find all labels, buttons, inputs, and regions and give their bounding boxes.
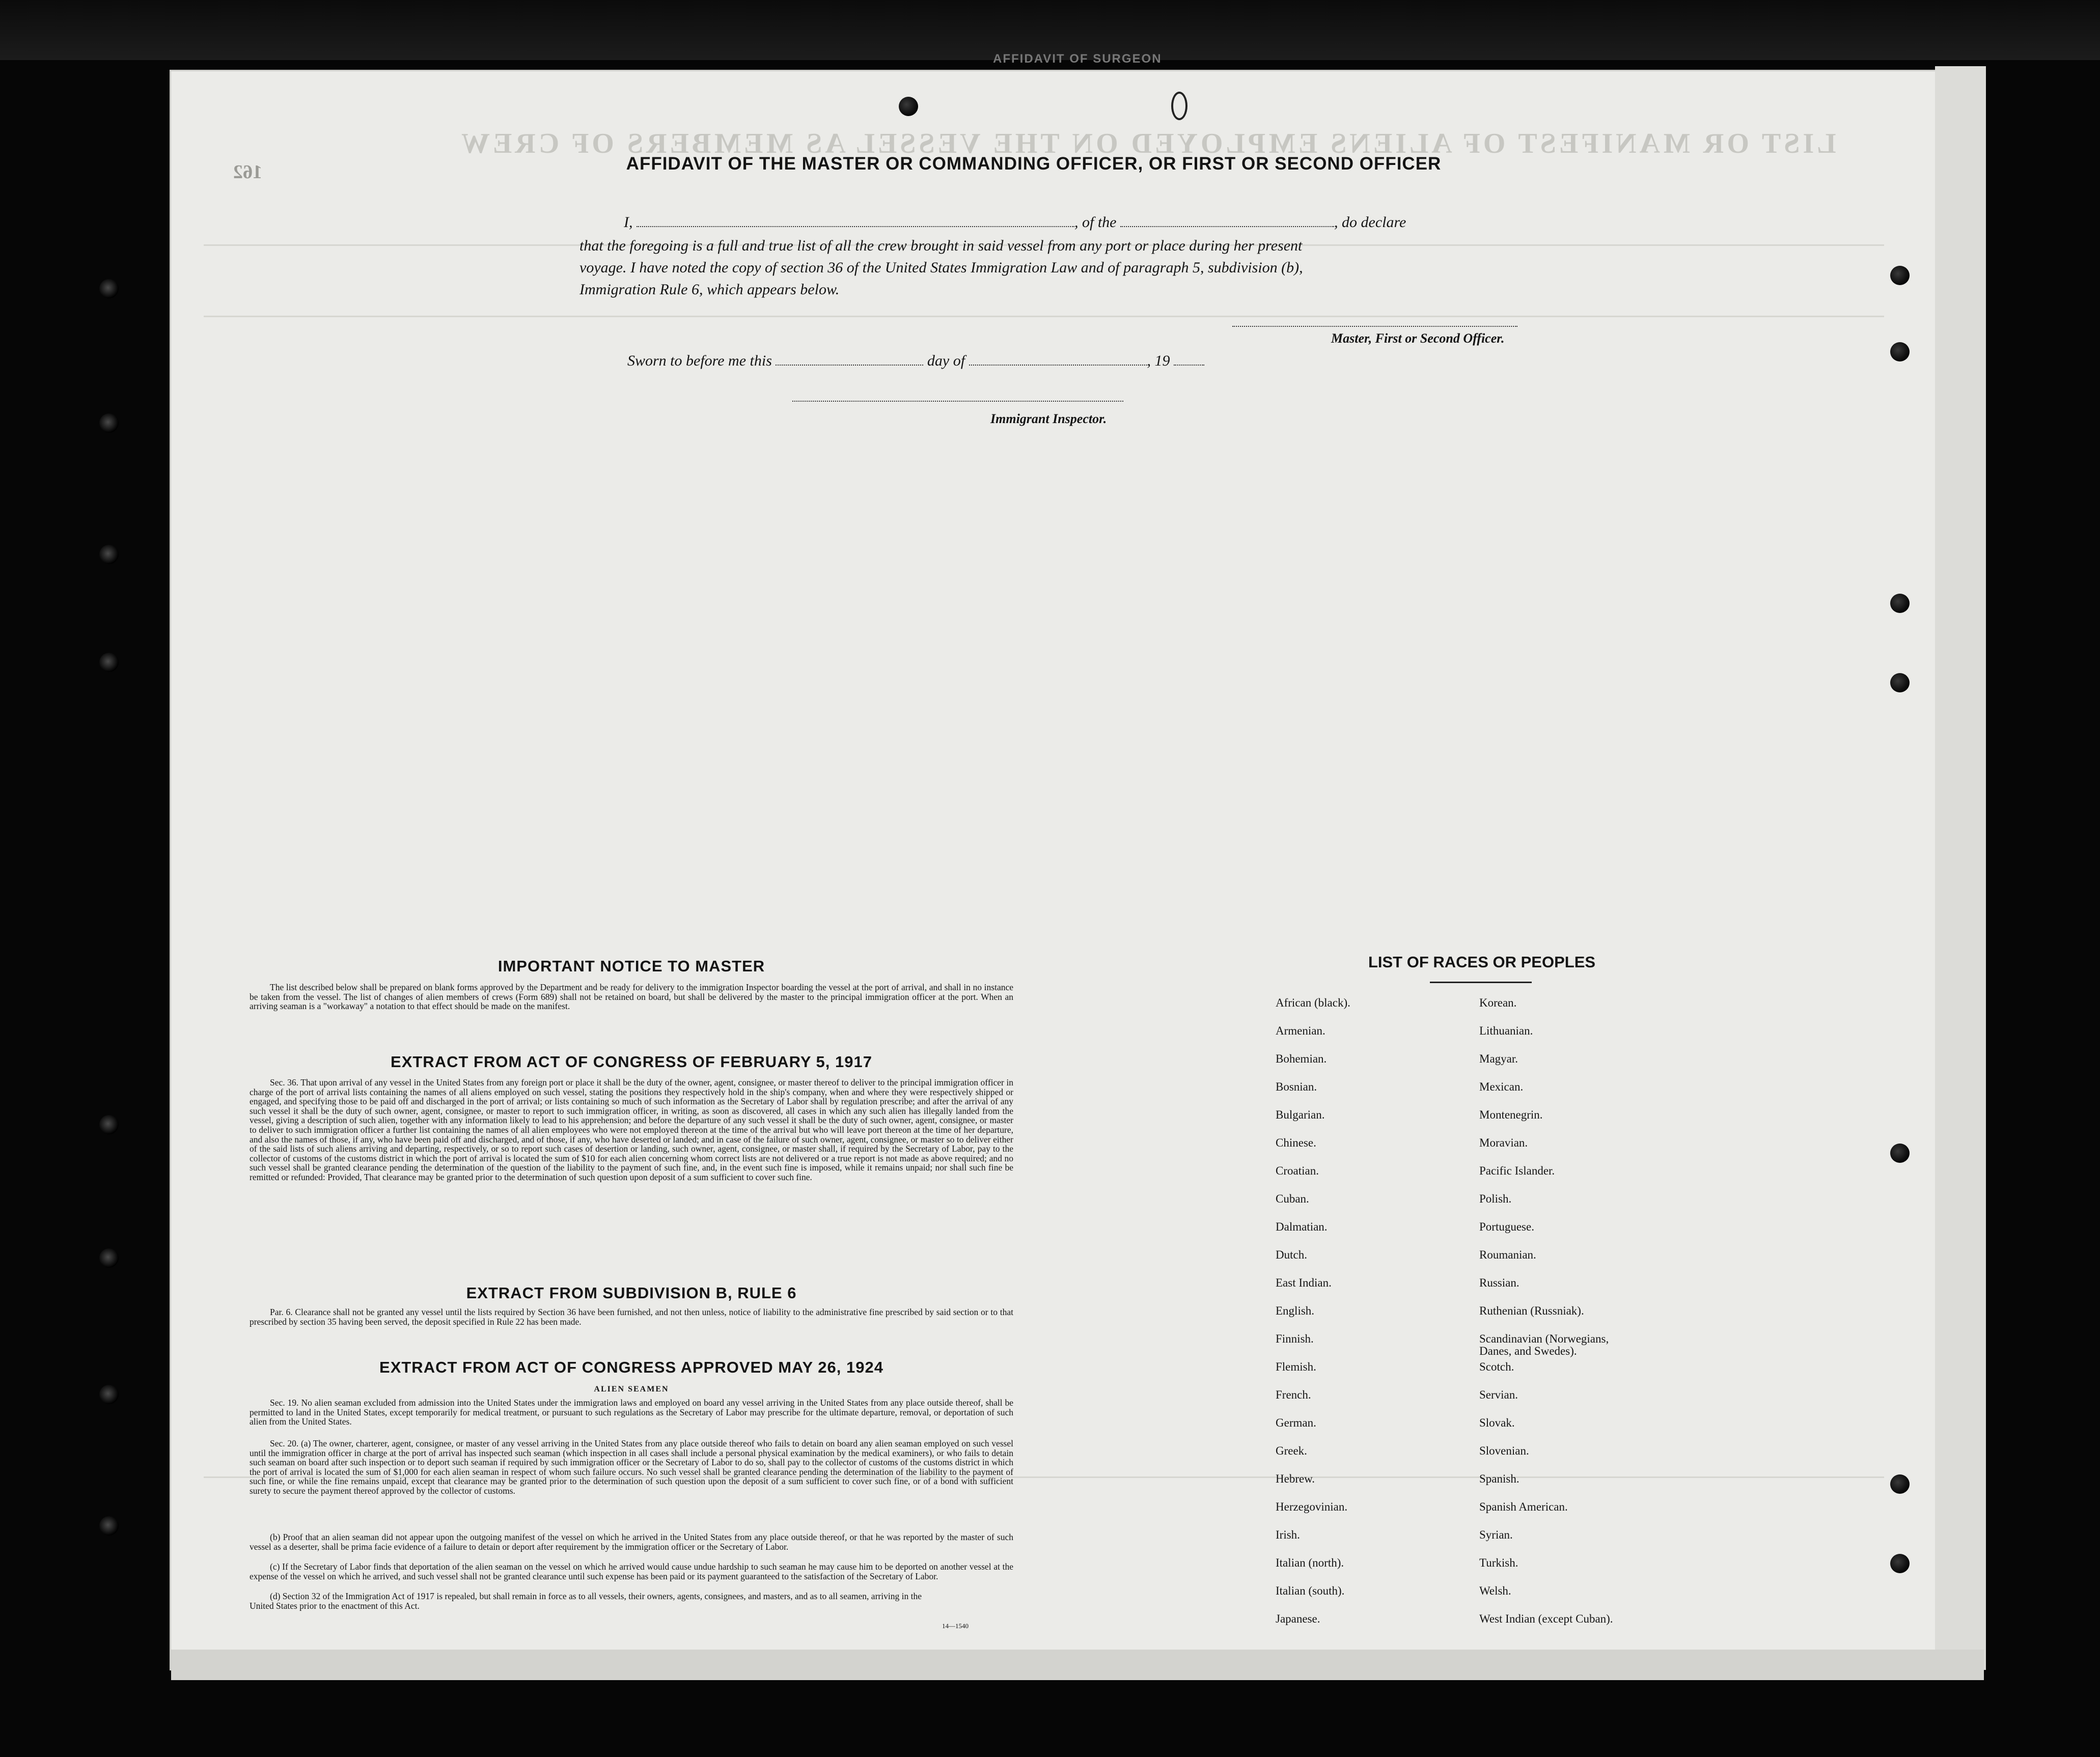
affidavit-text-line: that the foregoing is a full and true list of all the crew brought in said vessel from any port or place during her present	[579, 237, 1303, 254]
races-left-column	[1276, 997, 1350, 1641]
punch-hole-icon	[99, 545, 119, 564]
punch-hole-icon	[1890, 594, 1910, 613]
race-item: Cuban.	[1276, 1192, 1309, 1205]
race-item: Croatian.	[1276, 1164, 1319, 1177]
punch-hole-icon	[99, 1115, 119, 1134]
master-signature-label: Master, First or Second Officer.	[1331, 331, 1505, 346]
race-item: West Indian (except Cuban).	[1479, 1612, 1613, 1625]
act-1924-sec20b: (b) Proof that an alien seaman did not appear upon the outgoing manifest of the vessel on which he arrived in the United States from any place outside thereof, or that he was reported by the master of such vessel as a deserter, shall be prima facie evidence of a failure to detain or deport after requirement by the immigration officer or the Secretary of Labor.	[250, 1532, 1013, 1552]
race-item: Irish.	[1276, 1528, 1300, 1541]
punch-hole-icon	[99, 1385, 119, 1404]
bleed-through-title: LIST OR MANIFEST OF ALIENS EMPLOYED ON THE VESSEL AS MEMBERS OF CREW	[458, 128, 1836, 159]
punch-hole-icon	[1890, 673, 1910, 692]
race-item: Italian (south).	[1276, 1584, 1345, 1597]
punch-hole-icon	[1890, 1554, 1910, 1573]
race-item: Roumanian.	[1479, 1248, 1536, 1261]
act-1917-heading: EXTRACT FROM ACT OF CONGRESS OF FEBRUARY 5, 1917	[391, 1053, 872, 1071]
punch-hole-icon	[99, 653, 119, 672]
race-item: Polish.	[1479, 1192, 1512, 1205]
race-item: Dutch.	[1276, 1248, 1307, 1261]
bleed-rule	[204, 316, 1884, 317]
act-1917-body: Sec. 36. That upon arrival of any vessel in the United States from any foreign port or place it shall be the duty of the owner, agent, consignee, or master thereof to deliver to the principal immigration officer in charge of the port of arrival lists containing the names of all aliens employed on such vessel, stating the positions they respectively hold in the ship's company, when and where they were respectively shipped or engaged, and specifying those to be paid off and discharged in the port of arrival; or lists containing so much of such information as the Secretary of Labor shall by regulation prescribe; and after the arrival of any such vessel it shall be the duty of such owner, agent, consignee, or master to report to such immigration officer, in writing, as soon as discovered, all cases in which any such alien has illegally landed from the vessel, giving a description of such alien, together with any information likely to lead to his apprehension; and before the departure of any such vessel it shall be the duty of such owner, agent, consignee, or master to deliver to such immigration officer a further list containing the names of all alien employees who were not employed thereon at the time of the arrival but who will leave port thereon at the time of her departure, and also the names of those, if any, who have been paid off and discharged, and of those, if any, who have deserted or landed; and in case of the failure of such owner, agent, consignee, or master so to deliver either of the said lists of such aliens arriving and departing, respectively, or so to report such cases of desertion or landing, such owner, agent, consignee, or master shall, if required by the Secretary of Labor, pay to the collector of customs of the customs district in which the port of arrival is located the sum of $10 for each alien concerning whom correct lists are not delivered or a true report is not made as above required; and no such vessel shall be granted clearance pending the determination of the question of the liability to the payment of such fine, and, in the event such fine is imposed, while it remains unpaid; nor shall such fine be remitted or refunded: Provided, That clearance may be granted prior to the determination of such question upon deposit of a sum sufficient to cover such fine.	[250, 1077, 1013, 1182]
affidavit-text-line: voyage. I have noted the copy of section 36 of the United States Immigration Law and of paragraph 5, subdivision (b),	[579, 259, 1303, 276]
punch-hole-icon	[99, 1516, 119, 1536]
header-label: AFFIDAVIT OF SURGEON	[993, 52, 1162, 66]
race-item: Lithuanian.	[1479, 1024, 1533, 1037]
sworn-year-prefix: , 19	[1147, 352, 1170, 369]
race-item: Bulgarian.	[1276, 1108, 1325, 1121]
race-item: Ruthenian (Russniak).	[1479, 1304, 1584, 1317]
race-item: Spanish American.	[1479, 1500, 1568, 1513]
affidavit-text-line: Immigration Rule 6, which appears below.	[579, 281, 840, 298]
form-number: 14—1540	[942, 1622, 969, 1630]
master-name-field[interactable]	[637, 216, 1074, 227]
master-signature-field[interactable]	[1232, 326, 1517, 327]
sheet-right-edge	[1935, 66, 1986, 1670]
race-item: Turkish.	[1479, 1556, 1518, 1569]
race-item: Pacific Islander.	[1479, 1164, 1555, 1177]
punch-hole-icon	[1890, 1144, 1910, 1163]
act-1924-sec20a: Sec. 20. (a) The owner, charterer, agent, consignee, or master of any vessel arriving in the United States from any place outside thereof who fails to detain on board any alien seaman employed on such vessel until the immigration officer in charge at the port of arrival has inspected such seaman (which inspection in all cases shall include a personal physical examination by the medical examiners), or who fails to detain such seaman on board after such inspection or to deport such seaman if required by such immigration officer or the Secretary of Labor to do so, shall pay to the collector of customs of the customs district in which the port of arrival is located the sum of $1,000 for each alien seaman in respect of whom such failure occurs. No such vessel shall be granted clearance pending the determination of the liability to the payment of such fine, or while the fine remains unpaid, except that clearance may be granted prior to the determination of such question upon the deposit of a sum sufficient to cover such fine, or of a bond with sufficient surety to secure the payment thereof approved by the collector of customs.	[250, 1438, 1013, 1496]
race-item: Scandinavian (Norwegians, Danes, and Swedes).	[1479, 1332, 1609, 1357]
affidavit-of-the: , of the	[1074, 214, 1117, 231]
race-item: Russian.	[1479, 1276, 1519, 1289]
race-item: Chinese.	[1276, 1136, 1316, 1149]
race-item: Korean.	[1479, 996, 1517, 1009]
notice-body: The list described below shall be prepared on blank forms approved by the Department and be ready for delivery to the immigration Inspector boarding the vessel at the port of arrival, and shall in no instance be taken from the vessel. The list of changes of alien members of crews (Form 689) shall not be retained on board, but shall be delivered by the master to the principal immigration officer at the port. When an arriving seaman is a "workaway" a notation to that effect should be made on the manifest.	[250, 982, 1013, 1012]
punch-hole-icon	[899, 97, 918, 116]
sworn-day-of: day of	[927, 352, 965, 369]
race-item: Magyar.	[1479, 1052, 1518, 1065]
punch-hole-icon	[1890, 266, 1910, 285]
alien-seamen-subheading: ALIEN SEAMEN	[594, 1385, 669, 1393]
punch-hole-icon	[99, 1248, 119, 1268]
punch-hole-icon	[99, 279, 119, 298]
sworn-day-field[interactable]	[776, 354, 923, 366]
race-item: Montenegrin.	[1479, 1108, 1543, 1121]
race-item: Flemish.	[1276, 1360, 1316, 1373]
race-item: Dalmatian.	[1276, 1220, 1328, 1233]
punch-hole-icon	[1890, 342, 1910, 361]
race-item: English.	[1276, 1304, 1315, 1317]
race-item: Syrian.	[1479, 1528, 1513, 1541]
rule6-heading: EXTRACT FROM SUBDIVISION B, RULE 6	[466, 1284, 797, 1302]
act-1924-heading: EXTRACT FROM ACT OF CONGRESS APPROVED MAY 26, 1924	[379, 1358, 883, 1376]
race-item: Bosnian.	[1276, 1080, 1317, 1093]
race-item: Welsh.	[1479, 1584, 1511, 1597]
sworn-year-field[interactable]	[1174, 354, 1204, 366]
races-rule	[1430, 982, 1532, 983]
race-item: Italian (north).	[1276, 1556, 1344, 1569]
affidavit-i: I,	[624, 214, 633, 231]
scan-header-strip	[0, 0, 2100, 66]
inspector-signature-label: Immigrant Inspector.	[990, 411, 1107, 426]
race-item: Hebrew.	[1276, 1472, 1315, 1485]
race-item: Greek.	[1276, 1444, 1307, 1457]
race-item: Armenian.	[1276, 1024, 1325, 1037]
race-item: Slovenian.	[1479, 1444, 1529, 1457]
race-item: Slovak.	[1479, 1416, 1515, 1429]
race-item: East Indian.	[1276, 1276, 1332, 1289]
race-item: Spanish.	[1479, 1472, 1519, 1485]
act-1924-sec19: Sec. 19. No alien seaman excluded from admission into the United States under the immigration laws and employed on board any vessel arriving in the United States from any place outside thereof, shall be permitted to land in the United States, except temporarily for medical treatment, or pursuant to such regulations as the Secretary of Labor may prescribe for the ultimate departure, removal, or deportation of such alien from the United States.	[250, 1398, 1013, 1427]
act-1924-sec20c: (c) If the Secretary of Labor finds that deportation of the alien seaman on the vessel on which he arrived would cause undue hardship to such seaman he may cause him to be deported on another vessel at the expense of the vessel on which he arrived, and such vessel shall not be granted clearance until such expense has been paid or its payment guaranteed to the satisfaction of the Secretary of Labor.	[250, 1561, 1013, 1581]
affidavit-declaration-line	[624, 214, 1406, 231]
races-right-column	[1479, 997, 1613, 1641]
race-item: French.	[1276, 1388, 1311, 1401]
bleed-through-page-number: 162	[233, 161, 262, 183]
inspector-signature-field[interactable]	[792, 401, 1123, 402]
sworn-line	[627, 352, 1204, 370]
race-item: Japanese.	[1276, 1612, 1320, 1625]
rule6-body: Par. 6. Clearance shall not be granted any vessel until the lists required by Section 36 have been furnished, and not then unless, notice of liability to the administrative fine prescribed by said section or to that prescribed by section 35 having been served, the deposit specified in Rule 22 has been made.	[250, 1307, 1013, 1327]
sheet-bottom-edge	[171, 1650, 1984, 1680]
affidavit-title: AFFIDAVIT OF THE MASTER OR COMMANDING OFFICER, OR FIRST OR SECOND OFFICER	[626, 154, 1442, 174]
race-item: Mexican.	[1479, 1080, 1524, 1093]
race-item: Portuguese.	[1479, 1220, 1534, 1233]
punch-hole-icon	[99, 413, 119, 433]
race-item: Herzegovinian.	[1276, 1500, 1348, 1513]
race-item: Servian.	[1479, 1388, 1518, 1401]
act-1924-sec20d: (d) Section 32 of the Immigration Act of 1917 is repealed, but shall remain in force as to all vessels, their owners, agents, consignees, and masters, and as to all seamen, arriving in the United States prior to the enactment of this Act.	[250, 1591, 922, 1611]
race-item: Scotch.	[1479, 1360, 1514, 1373]
race-item: Bohemian.	[1276, 1052, 1327, 1065]
race-item: African (black).	[1276, 996, 1350, 1009]
form-sheet	[171, 71, 1957, 1669]
sworn-label: Sworn to before me this	[627, 352, 772, 369]
vessel-name-field[interactable]	[1120, 216, 1334, 227]
notice-heading: IMPORTANT NOTICE TO MASTER	[498, 957, 765, 975]
punch-hole-icon	[1171, 92, 1187, 120]
sworn-month-field[interactable]	[969, 354, 1147, 366]
race-item: Finnish.	[1276, 1332, 1314, 1345]
races-title: LIST OF RACES OR PEOPLES	[1368, 953, 1596, 971]
affidavit-do-declare: , do declare	[1334, 214, 1406, 231]
race-item: German.	[1276, 1416, 1316, 1429]
punch-hole-icon	[1890, 1474, 1910, 1494]
race-item: Moravian.	[1479, 1136, 1528, 1149]
